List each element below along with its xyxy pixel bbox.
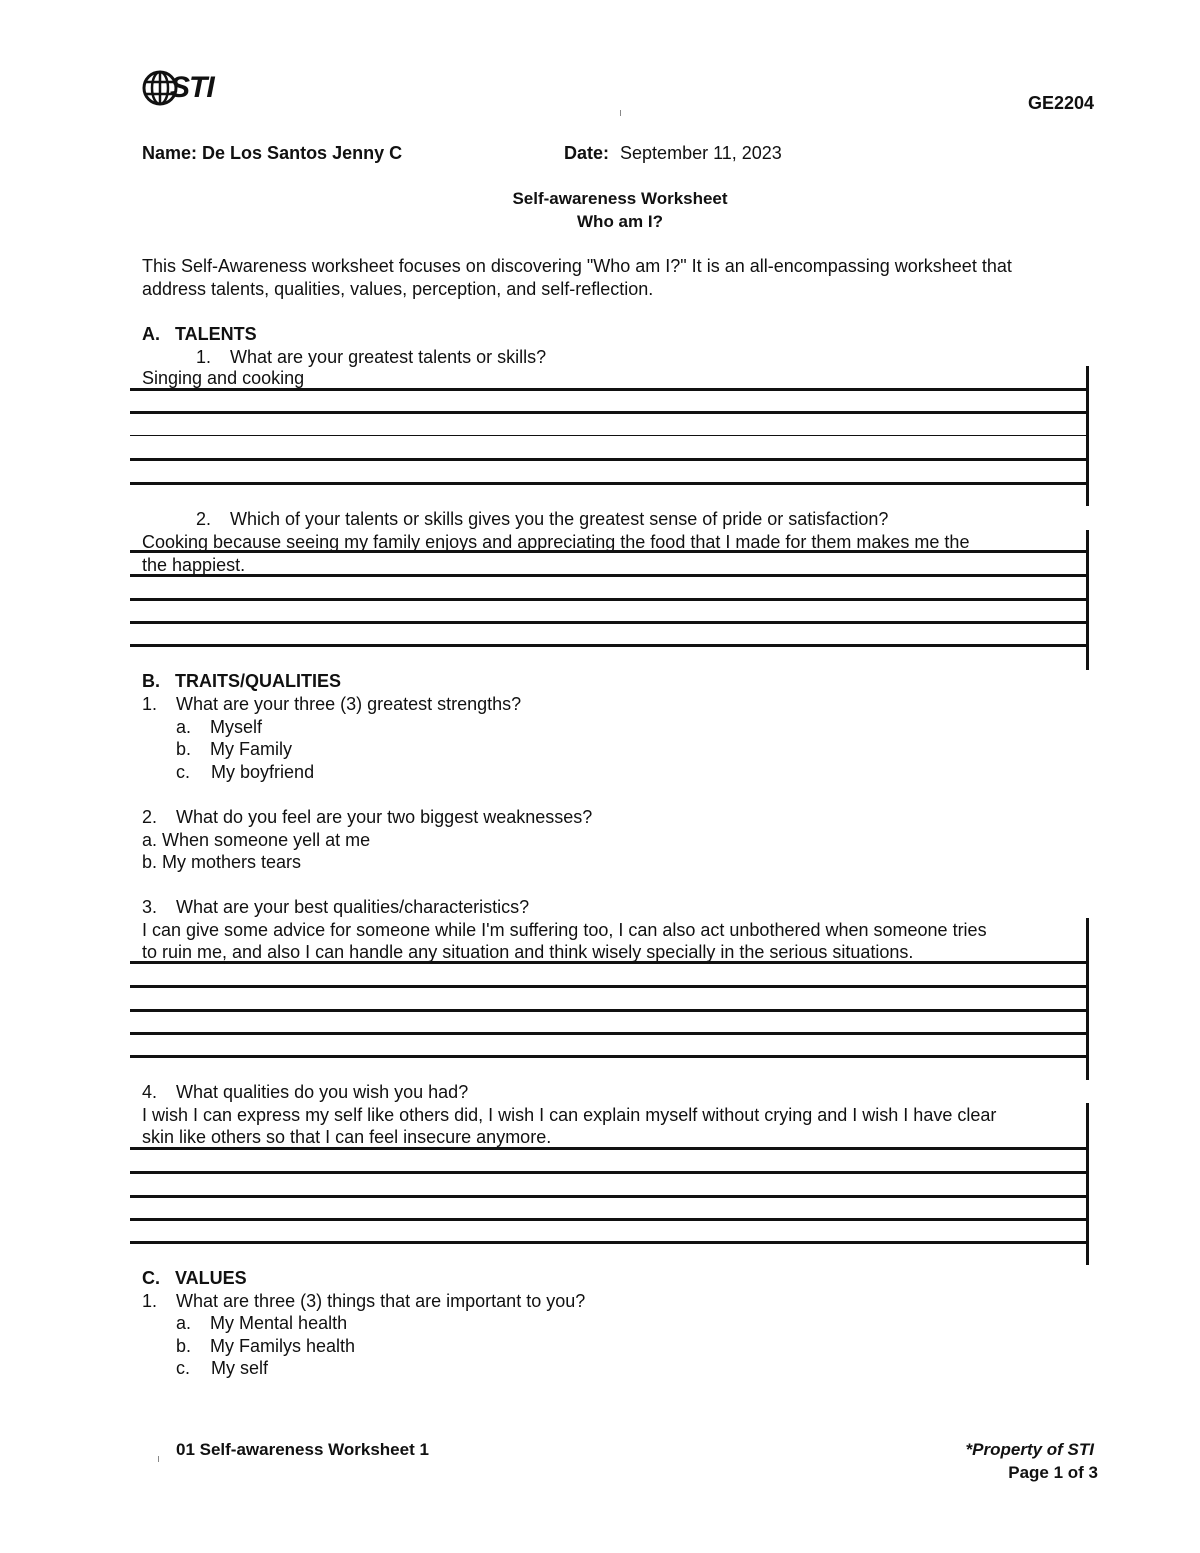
q-b4-number: 4. [142, 1082, 158, 1102]
q-b2-number: 2. [142, 807, 158, 827]
section-a-heading: A. TALENTS [142, 324, 257, 344]
footer-doc-title: 01 Self-awareness Worksheet 1 [176, 1440, 429, 1459]
worksheet-subtitle: Who am I? [577, 212, 663, 231]
answer-box-b3[interactable] [130, 918, 1089, 1080]
name-value: De Los Santos Jenny C [202, 143, 403, 163]
answer-b4-line2: skin like others so that I can feel insecure anymore. [142, 1127, 552, 1147]
q-a2-text: Which of your talents or skills gives you the greatest sense of pride or satisfaction? [230, 509, 889, 529]
answer-line [130, 550, 1086, 553]
item-text: My Family [210, 739, 293, 759]
answer-b3-line2: to ruin me, and also I can handle any situation and think wisely specially in the serious situations. [142, 942, 914, 962]
item-letter: c. [176, 1358, 191, 1378]
answer-a2-line1: Cooking because seeing my family enjoys and appreciating the food that I made for them makes me the [142, 532, 970, 552]
answer-line [130, 985, 1086, 988]
q-b1-item-a [176, 716, 262, 738]
q-a1-text: What are your greatest talents or skills? [230, 347, 547, 367]
q-b4 [142, 1081, 468, 1103]
q-a1-number: 1. [196, 347, 212, 367]
answer-line [130, 961, 1086, 964]
answer-line [130, 1147, 1086, 1150]
footer-property: *Property of STI [965, 1440, 1094, 1459]
q-b1 [142, 693, 521, 715]
answer-box-b4[interactable] [130, 1103, 1089, 1265]
section-c-heading: C. VALUES [142, 1268, 247, 1288]
q-b1-item-c [176, 761, 314, 783]
intro-line-1: This Self-Awareness worksheet focuses on discovering "Who am I?" It is an all-encompassing worksheet that [142, 256, 1012, 276]
answer-line [130, 1009, 1086, 1012]
item-letter: a. [176, 717, 192, 737]
worksheet-title: Self-awareness Worksheet [512, 189, 728, 208]
answer-b4-line1: I wish I can express my self like others did, I wish I can explain myself without crying and I wish I have clear [142, 1105, 997, 1125]
q-c1-item-a [176, 1312, 347, 1334]
answer-line [130, 388, 1086, 391]
answer-line [130, 482, 1086, 485]
q-c1-number: 1. [142, 1291, 158, 1311]
item-letter: b. [176, 1336, 192, 1356]
q-a1 [196, 346, 546, 368]
q-b4-text: What qualities do you wish you had? [176, 1082, 469, 1102]
answer-line [130, 1218, 1086, 1221]
q-a2 [196, 508, 888, 530]
q-c1-item-c [176, 1357, 268, 1379]
q-b2-text: What do you feel are your two biggest weaknesses? [176, 807, 593, 827]
q-b1-item-b [176, 738, 292, 760]
answer-b2-b: b. My mothers tears [142, 852, 302, 872]
footer-page-number: Page 1 of 3 [1008, 1463, 1098, 1482]
answer-line [130, 435, 1086, 436]
answer-line [130, 1032, 1086, 1035]
item-text: My Mental health [210, 1313, 348, 1333]
q-b3-number: 3. [142, 897, 158, 917]
item-text: My self [211, 1358, 269, 1378]
q-b1-text: What are your three (3) greatest strengths? [176, 694, 522, 714]
item-letter: c. [176, 762, 191, 782]
q-b2 [142, 806, 592, 828]
answer-a2-line2: the happiest. [142, 555, 246, 575]
item-text: Myself [210, 717, 263, 737]
name-label: Name: [142, 143, 198, 163]
answer-b2-a: a. When someone yell at me [142, 830, 371, 850]
answer-line [130, 1241, 1086, 1244]
footer-tick [158, 1456, 159, 1462]
answer-line [130, 1171, 1086, 1174]
item-letter: a. [176, 1313, 192, 1333]
answer-box-a2[interactable] [130, 530, 1089, 670]
logo-text: STI [170, 71, 214, 104]
section-b-heading: B. TRAITS/QUALITIES [142, 671, 342, 691]
name-row [142, 142, 402, 164]
answer-line [130, 1195, 1086, 1198]
answer-box-a1[interactable] [130, 366, 1089, 506]
item-text: My boyfriend [211, 762, 315, 782]
answer-line [130, 411, 1086, 414]
date-row [564, 142, 782, 164]
q-a2-number: 2. [196, 509, 212, 529]
answer-line [130, 598, 1086, 601]
answer-line [130, 1055, 1086, 1058]
intro-line-2: address talents, qualities, values, perception, and self-reflection. [142, 279, 654, 299]
q-c1-item-b [176, 1335, 355, 1357]
item-letter: b. [176, 739, 192, 759]
sti-logo [142, 70, 214, 106]
q-b1-number: 1. [142, 694, 158, 714]
q-b3-text: What are your best qualities/characteristics? [176, 897, 530, 917]
answer-a1: Singing and cooking [142, 368, 305, 388]
answer-line [130, 458, 1086, 461]
answer-line [130, 644, 1086, 647]
answer-line [130, 621, 1086, 624]
course-code: GE2204 [1028, 93, 1095, 113]
item-text: My Familys health [210, 1336, 356, 1356]
date-value: September 11, 2023 [620, 143, 782, 163]
q-b3 [142, 896, 529, 918]
answer-b3-line1: I can give some advice for someone while I'm suffering too, I can also act unbothered when someone tries [142, 920, 987, 940]
header-tick [620, 110, 621, 116]
answer-line [130, 574, 1086, 577]
q-c1 [142, 1290, 585, 1312]
date-label: Date: [564, 143, 610, 163]
q-c1-text: What are three (3) things that are important to you? [176, 1291, 586, 1311]
